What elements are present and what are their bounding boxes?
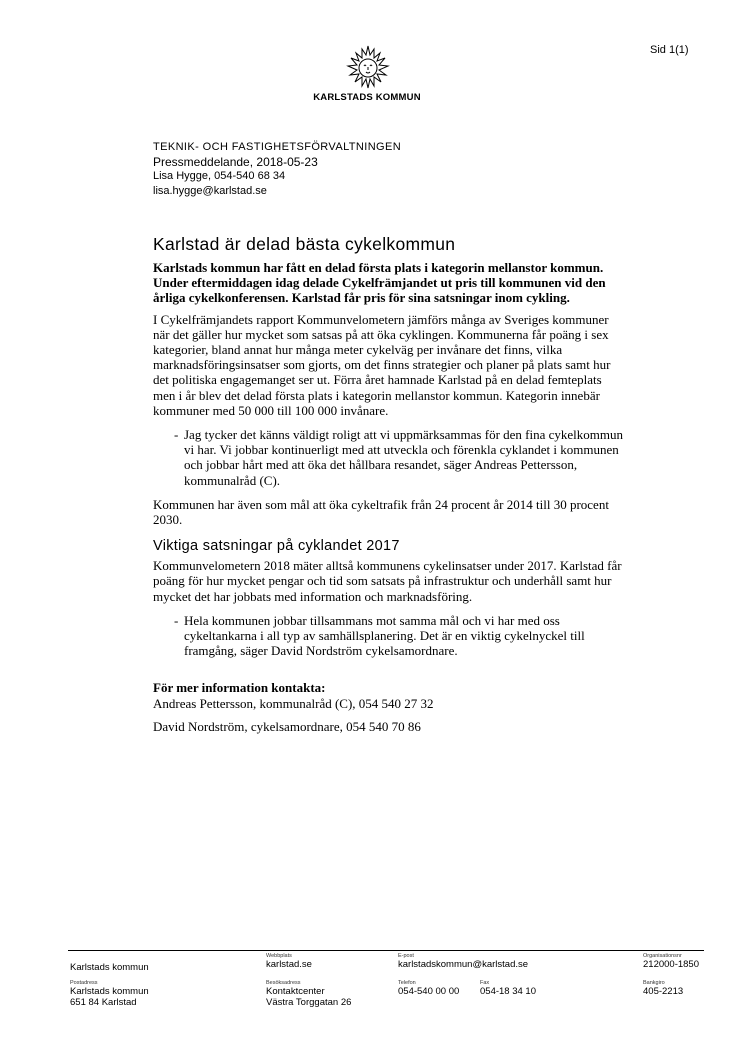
footer-web: Webbplats karlstad.se [266,953,312,970]
paragraph-1: I Cykelfrämjandets rapport Kommunvelometern jämförs många av Sveriges kommuner när det gäller hur mycket som satsas på att öka cyklingen. Kommunerna får poäng i sex kategorier, bland annat hur många meter cykelväg per invånare det finns, vilka marknadsföringsinsatser som gjorts, om det finns strategier och planer på plats samt hur det politiska engagemanget ser ut. Förra året hamnade Karlstad på en delad femteplats men i år blev det delad första plats i kategorin mellanstor kommun. Kategorin innebär kommuner med 50 000 till 100 000 invånare. [153,311,611,418]
footer-visit: Besöksadress Kontaktcenter Västra Torggatan 26 [266,980,352,1008]
footer-postal: Postadress Karlstads kommun 651 84 Karlstad [70,980,149,1008]
article-lead: Karlstads kommun har fått en delad första plats i kategorin mellanstor kommun. Under eftermiddagen idag delade Cykelfrämjandet ut pris till kommunen vid den årliga cykelkonferensen. Karlstad får pris för sina satsningar inom cykling. [153,260,606,306]
footer-orgnr: Organisationsnr 212000-1850 [643,953,699,970]
article-body [153,234,623,742]
section-subtitle: Viktiga satsningar på cyklandet 2017 [153,538,400,555]
quote-2 [153,613,623,659]
footer-email: E-post karlstadskommun@karlstad.se [398,953,529,970]
footer-web-link[interactable]: karlstad.se [266,959,312,970]
quote-1 [153,427,623,488]
quote-2-text: Hela kommunen jobbar tillsammans mot samma mål och vi har med oss cykeltankarna i all typ av samhällsplanering. Det är en viktig cykelnyckel till framgång, säger David Nordström cykelsamordnare. [184,612,585,659]
contact-heading: För mer information kontakta: [153,680,326,696]
department: TEKNIK- OCH FASTIGHETSFÖRVALTNINGEN [153,141,402,153]
footer-email-link[interactable]: karlstadskommun@karlstad.se [398,959,529,970]
paragraph-2: Kommunen har även som mål att öka cykeltrafik från 24 procent år 2014 till 30 procent 2030. [153,496,609,528]
paragraph-3: Kommunvelometern 2018 mäter alltså kommunens cykelinsatser under 2017. Karlstad får poäng för hur mycket pengar och tid som satsats på infrastruktur och underhåll samt hur mycket det har jobbats med information och marknadsföring. [153,558,622,604]
page-number: Sid 1(1) [650,44,689,56]
quote-dash: - [174,612,179,628]
footer-phone: Telefon 054-540 00 00 [398,980,460,997]
footer-name: Karlstads kommun [70,962,149,973]
contact-2: David Nordström, cykelsamordnare, 054 540 70 86 [153,718,421,734]
contact-1: Andreas Pettersson, kommunalråd (C), 054 540 27 32 [153,695,434,711]
footer-fax: Fax 054-18 34 10 [480,980,536,997]
footer-divider [68,950,704,951]
org-name: KARLSTADS KOMMUN [313,92,421,103]
footer-bank: Bankgiro 405-2213 [643,980,684,997]
contact-person: Lisa Hygge, 054-540 68 34 [153,170,286,182]
quote-1-text: Jag tycker det känns väldigt roligt att vi uppmärksammas för den fina cykelkommun vi har. Vi jobbar kontinuerligt med att utveckla och förenkla cyklandet i kommunen och jobbar hårt med att öka det hållbara resandet, säger Andreas Pettersson, kommunalråd (C). [184,427,624,488]
contact-email: lisa.hygge@karlstad.se [153,184,267,197]
sender-block [153,140,401,198]
sun-logo-icon [336,40,400,98]
quote-dash: - [174,427,179,443]
article-title: Karlstad är delad bästa cykelkommun [153,234,456,254]
press-release-date: Pressmeddelande, 2018-05-23 [153,154,318,169]
